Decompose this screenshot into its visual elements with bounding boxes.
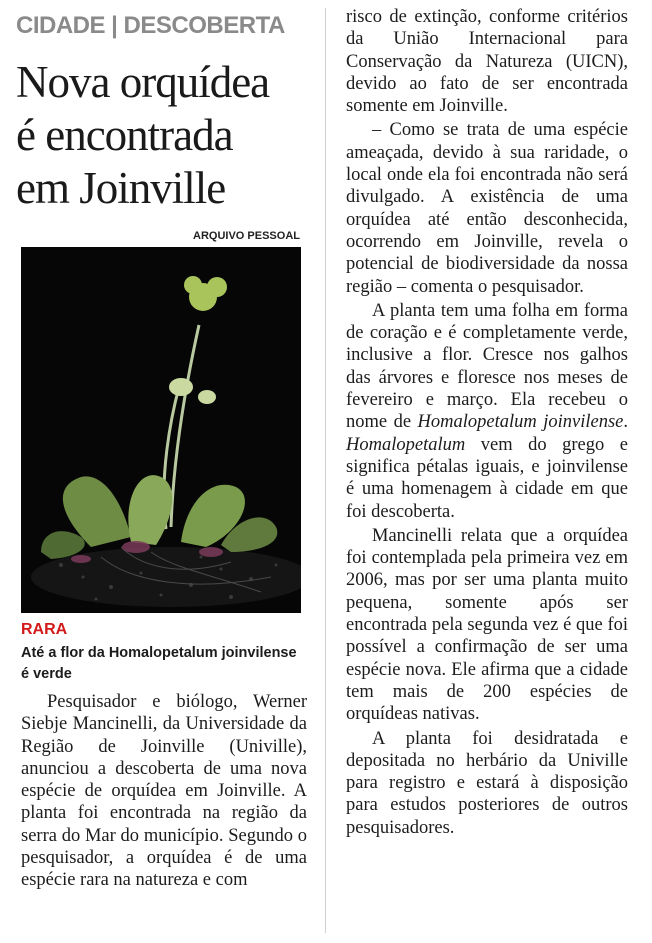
plant-text-end: vem do grego e significa pétalas iguais, e joinvilense é uma homenagem à cidade em que foi descoberta. [346,434,628,522]
species-name: Homalopetalum joinvilense [417,412,624,433]
section-tag: CIDADE | DESCOBERTA [16,12,285,39]
caption-kicker: RARA [21,621,68,638]
article-column-left [21,691,307,892]
genus-name: Homalopetalum [346,434,466,455]
article-paragraph-final: A planta foi desidratada e depositada no herbário da Univille para registro e estará à disposição para estudos posteriores de outros pesquisadores. [346,728,628,838]
headline-line-1: Nova orquídea [16,57,270,107]
caption-text: Até a flor da Homalopetalum joinvilense é verde [21,645,297,682]
headline [16,56,316,215]
article-paragraph-plant [346,300,628,523]
article-paragraph-mancinelli: Mancinelli relata que a orquídea foi contemplada pela primeira vez em 2006, mas por ser uma planta muito pequena, somente após ser encontrada pela segunda vez é que foi possível a confirmação de ser uma espécie nova. Ele afirma que a cidade tem mais de 200 espécies de orquídeas nativas. [346,525,628,725]
article-paragraph-quote: – Como se trata de uma espécie ameaçada, devido à sua raridade, o local onde ela foi encontrada não será divulgado. A existência de uma orquídea até então desconhecida, ocorrendo em Joinville, revela o potencial de biodiversidade da nossa região – comenta o pesquisador. [346,120,628,297]
column-divider [325,8,326,933]
headline-line-2: é encontrada [16,110,233,160]
plant-text-mid: . [623,412,628,433]
photo-credit: ARQUIVO PESSOAL [193,230,300,242]
article-column-right [346,6,628,839]
plant-text-start: A planta tem uma folha em forma de coração e é completamente verde, inclusive a flor. Cresce nos galhos das árvores e floresce nos meses de fevereiro e março. Ela recebeu o nome de [346,300,628,433]
headline-line-3: em Joinville [16,163,226,213]
orchid-photo [21,247,301,613]
soil-texture [31,547,301,607]
article-paragraph-continuation: risco de extinção, conforme critérios da União Internacional para Conservação da Natureza (UICN), devido ao fato de ser encontrada somente em Joinville. [346,7,628,117]
article-paragraph-intro: Pesquisador e biólogo, Werner Siebje Mancinelli, da Universidade da Região de Joinville (Univille), anunciou a descoberta de uma nova espécie de orquídea em Joinville. A planta foi encontrada na região da serra do Mar do município. Segundo o pesquisador, a orquídea é de uma espécie rara na natureza e com [21,692,307,891]
